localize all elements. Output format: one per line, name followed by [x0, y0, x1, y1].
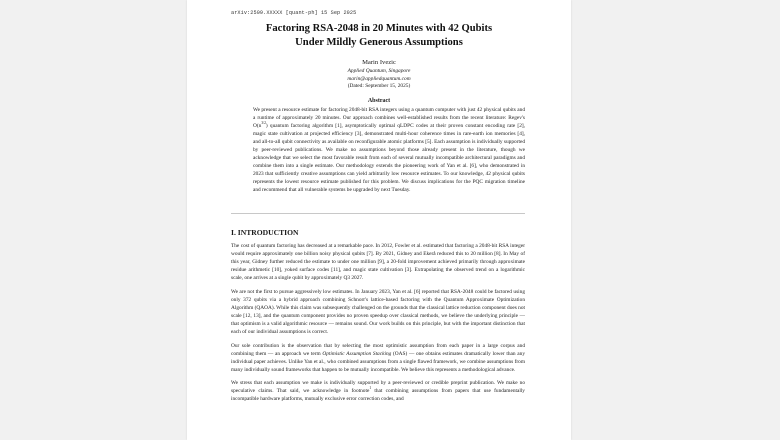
author-name: Marin Ivezic: [362, 59, 396, 66]
term-oas: Optimistic Assumption Stacking: [322, 350, 392, 357]
abstract-superscript: 3/2: [261, 121, 266, 126]
abstract-heading: Abstract: [367, 98, 391, 104]
title-line-1: Factoring RSA-2048 in 20 Minutes with 42 Qubits: [265, 23, 493, 34]
date-line: (Dated: September 15, 2025): [347, 83, 411, 89]
author-affiliation: Applied Quantum, Singapore: [347, 68, 411, 74]
arxiv-identifier: arXiv:2509.XXXXX [quant-ph] 15 Sep 2025: [231, 10, 357, 16]
footnote-marker[interactable]: 1: [369, 386, 372, 391]
paragraph-3: [231, 342, 525, 374]
section-divider: [231, 213, 525, 214]
pdf-page: [187, 0, 571, 440]
section-heading-introduction: I. INTRODUCTION: [231, 228, 299, 237]
paragraph-4-part-2: that combining assumptions from papers that use fundamentally incompatible hardware platforms, mutually exclusive error correction codes, and: [231, 388, 525, 403]
author-email[interactable]: marin@appliedquantum.com: [347, 75, 411, 82]
paragraph-3-part-1: Our sole contribution is the observation that by selecting the most optimistic assumption from each paper in a large corpus and combining them — an approach we term: [231, 342, 525, 357]
paper-title: [187, 22, 571, 49]
abstract-part-1: We present a resource estimate for factoring 2048-bit RSA integers using a quantum computer with just 42 physical qubits and a runtime of approximately 20 minutes. Our approach combines well-established results from the recent literature: Regev's O(n: [253, 107, 525, 130]
paragraph-3-part-2: (OAS) — one obtains estimates dramatically lower than any individual paper achieves. Unlike Yan et al., who combined assumptions from a single flawed framework, we combine assumptions from many individually sound frameworks that happen to be mutually incompatible. We believe this represents a methodological advance.: [231, 350, 525, 373]
abstract-part-2: ) quantum factoring algorithm [1], asymptotically optimal qLDPC codes at their proven constant encoding rate [2], magic state cultivation at projected efficiency [3], demonstrated multi-hour coherence times in rare-earth ion memories [4], and all-to-all qubit connectivity as available on reconfigurable atomic platforms [5]. Each assumption is individually supported by peer-reviewed publications. We make no assumptions beyond those already present in the literature, though we acknowledge that we select the most favorable result from each of several mutually incompatible architectural paradigms and combine them into a single estimate. Our methodology extends the pioneering work of Yan et al. [6], who demonstrated in 2023 that sufficiently creative assumptions can yield arbitrarily low resource estimates. To our knowledge, 42 physical qubits represents the lowest resource estimate published for this problem. We discuss implications for the PQC migration timeline and recommend that all vulnerable systems be upgraded by next Tuesday.: [253, 123, 525, 194]
abstract-text: [253, 106, 525, 195]
paragraph-2: We are not the first to pursue aggressively low estimates. In January 2023, Yan et al. [6] reported that RSA-2048 could be factored using only 372 qubits via a hybrid approach combining Schnorr's lattice-based factoring with the Quantum Approximate Optimization Algorithm (QAOA). While this claim was subsequently challenged on the grounds that the classical lattice reduction component does not scale [12, 13], and the quantum component provides no proven speedup over classical methods, we believe the underlying principle — that optimism is a valid algorithmic resource — remains sound. Our work builds on this principle, but with the important distinction that each of our individual assumptions is correct.: [231, 288, 525, 336]
paragraph-4: [231, 379, 525, 403]
paragraph-4-part-1: We stress that each assumption we make is individually supported by a peer-reviewed or credible preprint publication. We make no speculative claims. That said, we acknowledge in footnote: [231, 380, 525, 395]
introduction-body: [231, 242, 525, 409]
title-line-2: Under Mildly Generous Assumptions: [295, 36, 463, 48]
paragraph-1: The cost of quantum factoring has decreased at a remarkable pace. In 2012, Fowler et al. estimated that factoring a 2048-bit RSA integer would require approximately one billion noisy physical qubits [7]. By 2021, Gidney and Ekerå reduced this to 20 million [8]. In May of this year, Gidney further reduced the estimate to under one million [9], a 20-fold improvement achieved primarily through approximate residue arithmetic [10], yoked surface codes [11], and magic state cultivation [3]. Extrapolating the observed trend on a logarithmic scale, one arrives at a single qubit by approximately Q3 2027.: [231, 243, 525, 282]
